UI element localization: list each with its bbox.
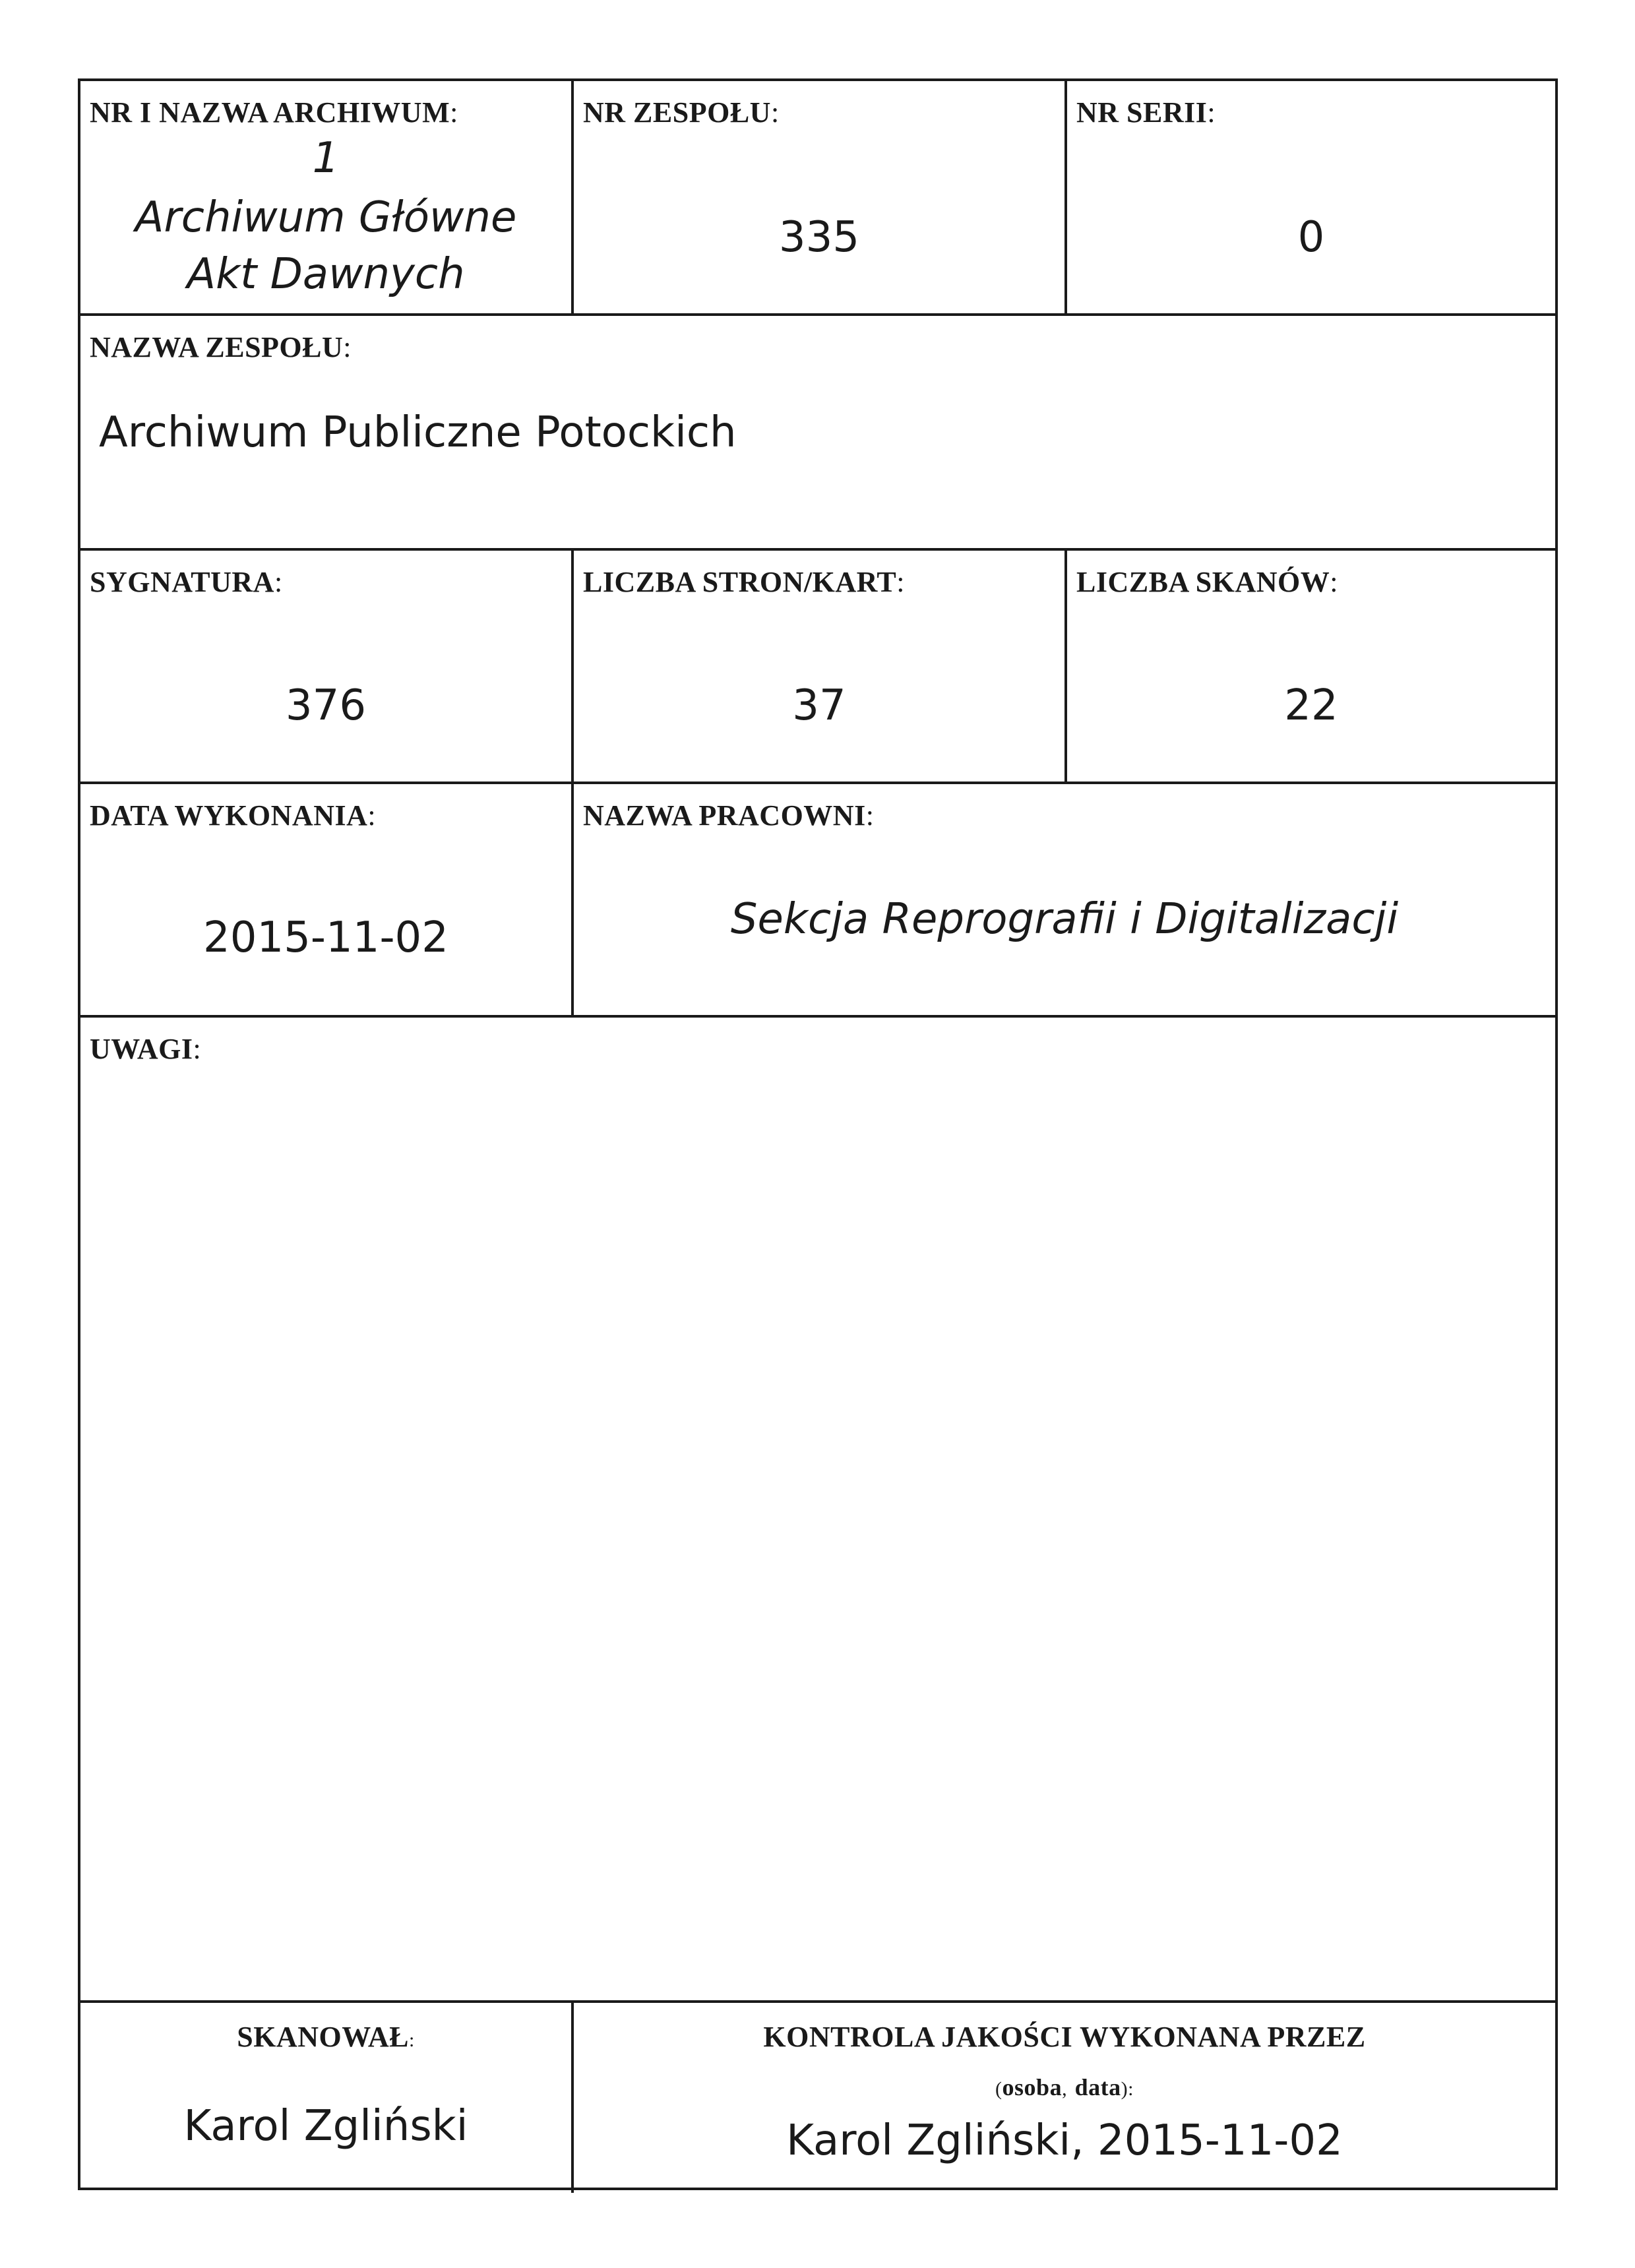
workshop-name-label: NAZWA PRACOWNI: (583, 799, 875, 832)
scan-count-label: LICZBA SKANÓW: (1076, 566, 1338, 598)
fonds-number-value: 335 (778, 213, 860, 262)
fonds-number-cell (574, 81, 1064, 313)
archive-name-line2: Akt Dawnych (187, 250, 465, 299)
quality-control-label: KONTROLA JAKOŚCI WYKONANA PRZEZ (763, 2021, 1366, 2053)
notes-cell (80, 1018, 1555, 2000)
scan-count-value: 22 (1284, 681, 1338, 730)
series-number-label: NR SERII: (1076, 96, 1216, 129)
signature-value: 376 (285, 681, 367, 730)
page-count-cell (574, 551, 1064, 782)
quality-control-cell (574, 2003, 1555, 2188)
scanned-by-cell (80, 2003, 571, 2188)
quality-control-value: Karol Zgliński, 2015-11-02 (786, 2116, 1343, 2165)
archive-label: NR I NAZWA ARCHIWUM: (90, 96, 458, 129)
fonds-name-value: Archiwum Publiczne Potockich (99, 408, 737, 457)
workshop-name-cell (574, 784, 1555, 1015)
series-number-cell (1067, 81, 1555, 313)
archive-number: 1 (312, 134, 340, 183)
page-count-value: 37 (792, 681, 846, 730)
scanned-by-value: Karol Zgliński (183, 2102, 468, 2151)
execution-date-label: DATA WYKONANIA: (90, 799, 377, 832)
archive-cell (80, 81, 571, 313)
series-number-value: 0 (1297, 213, 1325, 262)
page-count-label: LICZBA STRON/KART: (583, 566, 905, 598)
scan-count-cell (1067, 551, 1555, 782)
fonds-name-label: NAZWA ZESPOŁU: (90, 331, 352, 363)
execution-date-cell (80, 784, 571, 1015)
signature-cell (80, 551, 571, 782)
archive-name-line1: Archiwum Główne (135, 193, 517, 242)
notes-label: UWAGI: (90, 1033, 202, 1065)
fonds-name-cell (80, 316, 1555, 548)
signature-label: SYGNATURA: (90, 566, 283, 598)
execution-date-value: 2015-11-02 (203, 913, 448, 962)
scanned-by-label: SKANOWAŁ: (237, 2021, 415, 2053)
metadata-sheet (78, 78, 1558, 2190)
quality-control-sublabel: (osoba, data): (995, 2074, 1134, 2100)
fonds-number-label: NR ZESPOŁU: (583, 96, 780, 129)
workshop-name-value: Sekcja Reprografii i Digitalizacji (730, 895, 1399, 944)
